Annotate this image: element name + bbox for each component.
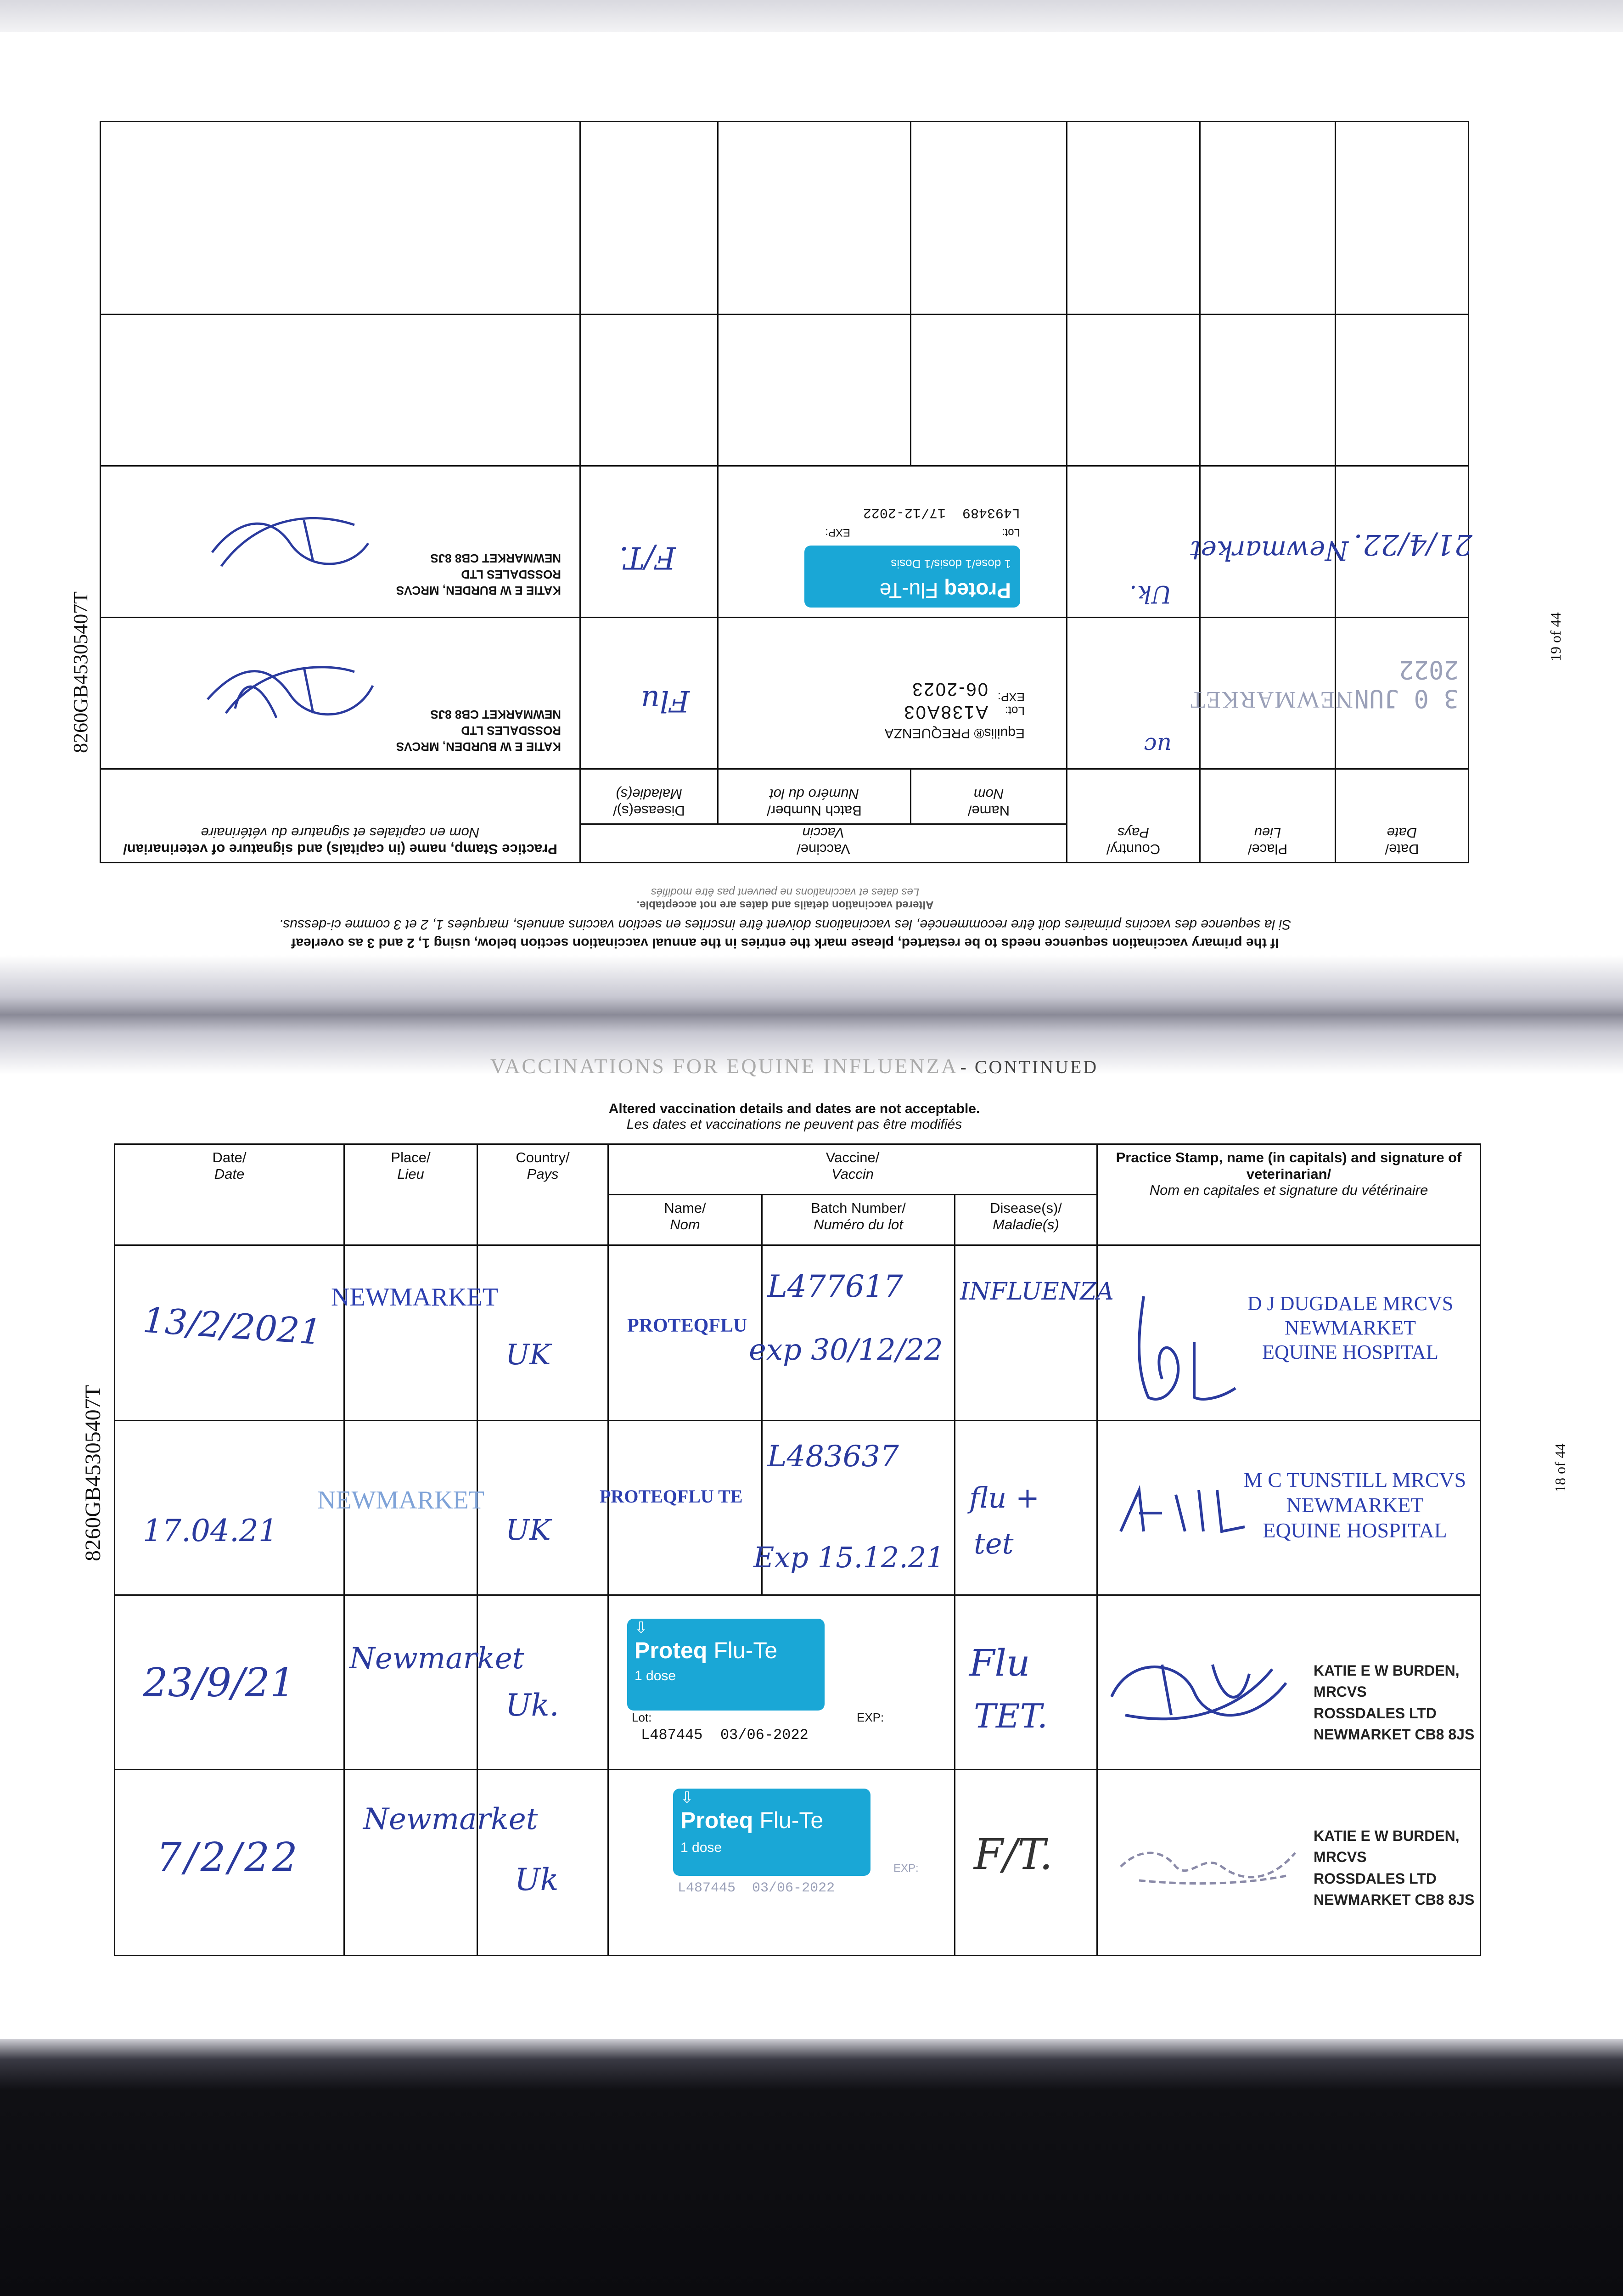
header-country: Country/ Pays	[477, 1144, 608, 1245]
header-name: Name/ Nom	[911, 769, 1067, 824]
vet-signature	[1112, 1476, 1249, 1541]
header-batch: Batch Number/ Numéro du lot	[718, 769, 911, 824]
table-row	[115, 1595, 1481, 1770]
table-row	[100, 617, 1468, 769]
table-row	[100, 314, 1468, 466]
header-batch: Batch Number/ Numéro du lot	[762, 1195, 955, 1245]
page-number-top: 19 of 44	[1547, 612, 1564, 661]
scan-bottom-shadow	[0, 2039, 1623, 2296]
practice-stamp-cell: M C TUNSTILL MRCVS NEWMARKET EQUINE HOSPITAL	[1097, 1421, 1481, 1595]
passport-id-bottom: 8260GB45305407T	[81, 1385, 105, 1561]
vet-signature	[1116, 1287, 1245, 1411]
vaccine-label-cell: Proteq Flu-Te 1 dose/1 dosis/1 Dosis Lot: EXP: L493489 17/12-2022	[718, 466, 1067, 617]
disease-cell: F/T.	[580, 466, 718, 617]
date-cell: 21/4/22.	[1336, 466, 1469, 617]
header-disease: Disease(s)/ Maladie(s)	[955, 1195, 1097, 1245]
top-vaccination-table	[100, 121, 1472, 863]
primary-note: If the primary vaccination sequence needs to be restarted, please mark the entries in the annual vaccination section below, using 1, 2 and 3 as overleaf Si la sequence des vaccins primaires doit être recommencée, les vaccinations doivent être inscrites en section vaccins annuels, marquées 1, 2 et 3 comme ci-dessus. Altered vaccination details and dates are not acceptable. Les dates et vaccinations ne peuvent pas être modifiés	[279, 886, 1292, 951]
header-practice-stamp: Practice Stamp, name (in capitals) and signature of veterinarian/ Nom en capitales et signature du vétérinaire	[100, 769, 580, 862]
date-cell: 13/2/2021	[115, 1245, 344, 1421]
place-cell: Newmarket	[344, 1770, 477, 1956]
vet-signature	[189, 649, 382, 741]
proteq-vaccine-label: ⇩ Proteq Flu-Te 1 dose	[673, 1789, 870, 1876]
bottom-vaccination-table	[114, 1143, 1481, 1956]
header-practice-stamp: Practice Stamp, name (in capitals) and signature of veterinarian/ Nom en capitales et signature du vétérinaire	[1097, 1144, 1481, 1245]
disease-cell: INFLUENZA	[955, 1245, 1097, 1421]
practice-stamp-cell: KATIE E W BURDEN, MRCVS ROSSDALES LTD NEWMARKET CB8 8JS	[1097, 1595, 1481, 1770]
country-cell: UK	[477, 1245, 608, 1421]
header-disease: Disease(s)/ Maladie(s)	[580, 769, 718, 824]
passport-id-top: 8260GB45305407T	[69, 591, 92, 753]
header-date: Date/ Date	[1336, 769, 1469, 862]
disease-cell: Flu	[580, 617, 718, 769]
disease-cell: flu + tet	[955, 1421, 1097, 1595]
header-name: Name/ Nom	[608, 1195, 762, 1245]
table-row	[115, 1421, 1481, 1595]
country-cell: uc	[1067, 617, 1200, 769]
date-cell: 17.04.21	[115, 1421, 344, 1595]
place-cell: NEWMARKET	[344, 1245, 477, 1421]
vaccine-label-cell: ⇩ Proteq Flu-Te 1 dose Lot: EXP: L487445 03/06-2022	[608, 1595, 955, 1770]
date-cell: 7/2/22	[115, 1770, 344, 1956]
place-cell: Newmarket	[344, 1595, 477, 1770]
table-row	[100, 121, 1468, 314]
section-title: VACCINATIONS FOR EQUINE INFLUENZA - CONTINUED	[490, 1054, 1099, 1078]
vet-signature	[1112, 1835, 1304, 1890]
table-row	[100, 466, 1468, 617]
country-cell: Uk.	[477, 1595, 608, 1770]
place-cell: NEWMARKET	[1200, 617, 1336, 769]
vaccine-name-cell: PROTEQFLU	[608, 1245, 762, 1421]
header-place: Place/ Lieu	[344, 1144, 477, 1245]
practice-stamp-cell: D J DUGDALE MRCVS NEWMARKET EQUINE HOSPITAL	[1097, 1245, 1481, 1421]
disease-cell: Flu TET.	[955, 1595, 1097, 1770]
country-cell: UK	[477, 1421, 608, 1595]
header-country: Country/ Pays	[1067, 769, 1200, 862]
place-cell: NEWMARKET	[344, 1421, 477, 1595]
header-vaccine: Vaccine/ Vaccin	[608, 1144, 1097, 1195]
proteq-vaccine-label: Proteq Flu-Te 1 dose/1 dosis/1 Dosis	[804, 546, 1020, 608]
vet-signature	[1102, 1646, 1295, 1729]
table-row	[115, 1245, 1481, 1421]
page-number-bottom: 18 of 44	[1552, 1443, 1568, 1492]
vet-signature	[203, 506, 377, 585]
practice-stamp-cell: KATIE E W BURDEN, MRCVS ROSSDALES LTD NEWMARKET CB8 8JS	[1097, 1770, 1481, 1956]
altered-notice: Altered vaccination details and dates are not acceptable. Les dates et vaccinations ne peuvent pas être modifiés	[608, 1101, 980, 1132]
date-cell: 3 0 JUN 2022	[1336, 617, 1469, 769]
batch-cell: L483637 Exp 15.12.21	[762, 1421, 955, 1595]
vaccine-name-cell: Equilis® PREQUENZA Lot: EXP: A138A03 06-2023	[718, 617, 1067, 769]
disease-cell: F/T.	[955, 1770, 1097, 1956]
place-cell: Newmarket	[1200, 466, 1336, 617]
header-date: Date/ Date	[115, 1144, 344, 1245]
top-page	[101, 133, 1472, 951]
table-row	[115, 1770, 1481, 1956]
scan-top-edge	[0, 0, 1623, 32]
header-place: Place/ Lieu	[1200, 769, 1336, 862]
country-cell: Uk.	[1067, 466, 1200, 617]
header-vaccine: Vaccine/ Vaccin	[580, 824, 1067, 862]
batch-cell: L477617 exp 30/12/22	[762, 1245, 955, 1421]
practice-stamp-cell: KATIE E W BURDEN, MRCVS ROSSDALES LTD NEWMARKET CB8 8JS	[100, 617, 580, 769]
date-cell: 23/9/21	[115, 1595, 344, 1770]
practice-stamp-cell: KATIE E W BURDEN, MRCVS ROSSDALES LTD NEWMARKET CB8 8JS	[100, 466, 580, 617]
vaccine-name-cell: PROTEQFLU TE	[608, 1421, 762, 1595]
country-cell: Uk	[477, 1770, 608, 1956]
vaccine-label-cell: ⇩ Proteq Flu-Te 1 dose EXP: L487445 03/06-2022	[608, 1770, 955, 1956]
proteq-vaccine-label: ⇩ Proteq Flu-Te 1 dose	[627, 1619, 825, 1711]
